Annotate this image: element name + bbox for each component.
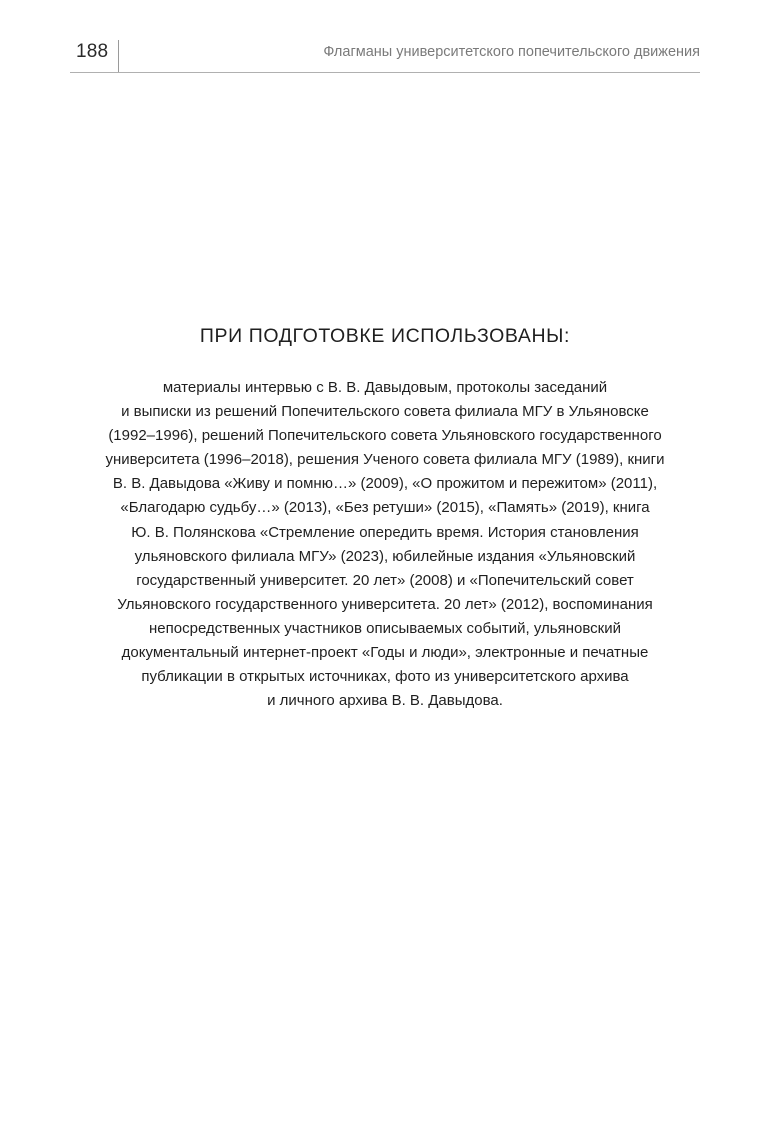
paragraph-line: В. В. Давыдова «Живу и помню…» (2009), «О прожитом и пережитом» (2011), <box>112 475 658 493</box>
page-number: 188 <box>76 41 109 62</box>
paragraph-line: и выписки из решений Попечительского совета филиала МГУ в Ульяновске <box>121 403 649 421</box>
header-vertical-divider <box>118 40 119 72</box>
paragraph-line: Ульяновского государственного университета. 20 лет» (2012), воспоминания <box>117 595 653 613</box>
paragraph-line: непосредственных участников описываемых событий, ульяновский <box>149 619 621 637</box>
paragraph-line: документальный интернет-проект «Годы и люди», электронные и печатные <box>121 644 649 662</box>
paragraph-line: публикации в открытых источниках, фото из университетского архива <box>141 668 629 686</box>
paragraph-line: материалы интервью с В. В. Давыдовым, протоколы заседаний <box>162 379 608 396</box>
paragraph-line: ульяновского филиала МГУ» (2023), юбилейные издания «Ульяновский <box>134 547 636 565</box>
paragraph-line: «Благодарю судьбу…» (2013), «Без ретуши» (2015), «Память» (2019), книга <box>120 499 650 517</box>
header-horizontal-divider <box>70 72 700 73</box>
running-head: Флагманы университетского попечительского движения <box>323 44 700 60</box>
paragraph-line: и личного архива В. В. Давыдова. <box>267 692 503 710</box>
section-title: ПРИ ПОДГОТОВКЕ ИСПОЛЬЗОВАНЫ: <box>199 325 571 347</box>
sources-paragraph <box>0 376 770 713</box>
paragraph-line: Ю. В. Полянскова «Стремление опередить время. История становления <box>131 523 639 541</box>
paragraph-line: государственный университет. 20 лет» (2008) и «Попечительский совет <box>136 571 634 589</box>
paragraph-line: (1992–1996), решений Попечительского совета Ульяновского государственного <box>108 427 662 445</box>
paragraph-line: университета (1996–2018), решения Ученого совета филиала МГУ (1989), книги <box>105 451 665 469</box>
